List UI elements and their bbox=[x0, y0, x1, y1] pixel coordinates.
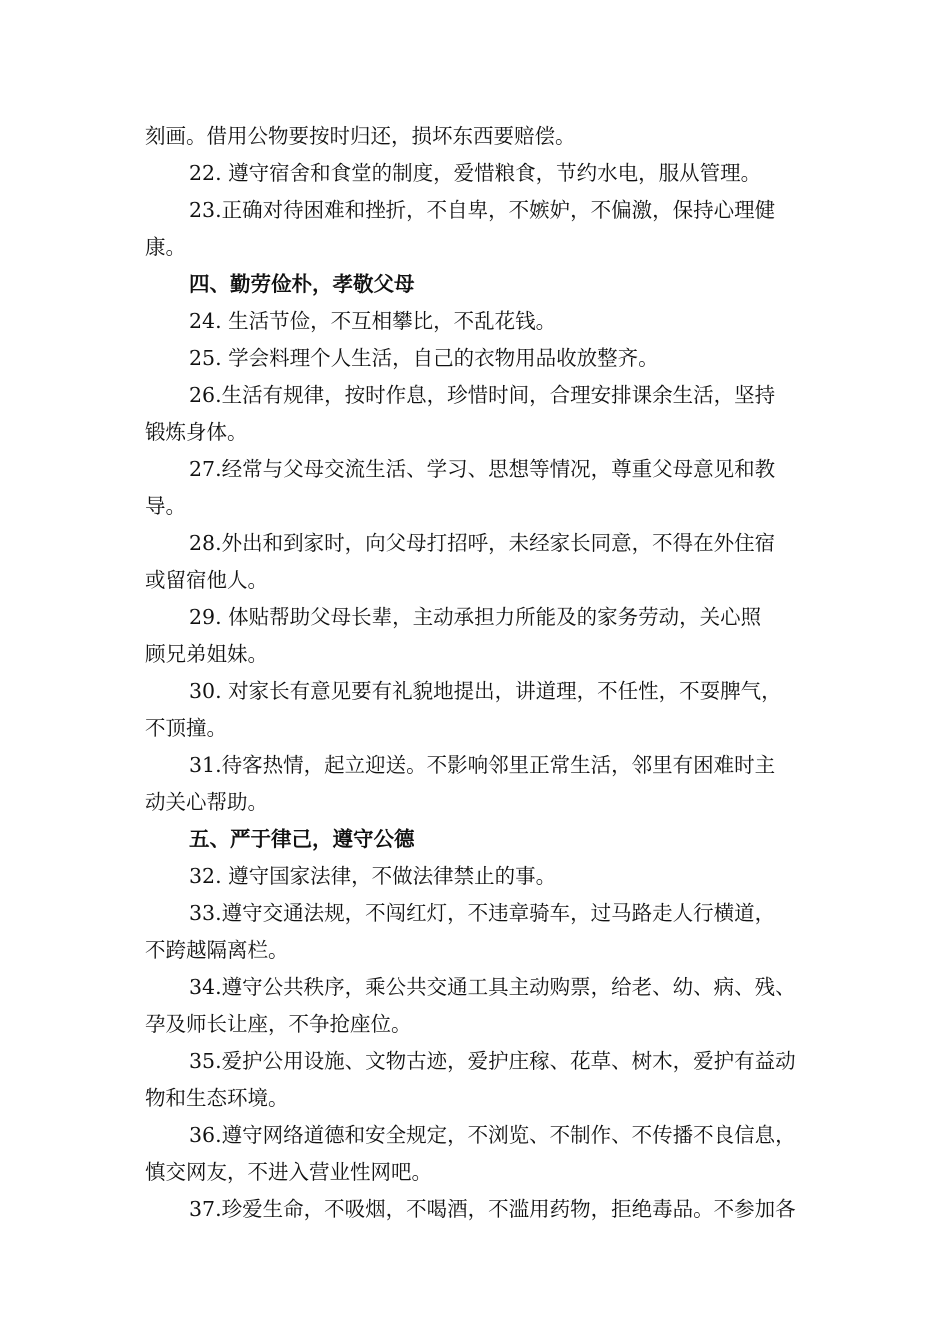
section-heading-4: 四、勤劳俭朴，孝敬父母 bbox=[189, 272, 415, 296]
rule-item-22: 22. 遵守宿舍和食堂的制度，爱惜粮食，节约水电，服从管理。 bbox=[189, 161, 762, 185]
text-line: 物和生态环境。 bbox=[145, 1086, 289, 1110]
text-line: 锻炼身体。 bbox=[145, 420, 248, 444]
rule-item-35: 35.爱护公用设施、文物古迹，爱护庄稼、花草、树木，爱护有益动 bbox=[189, 1049, 796, 1073]
text-line: 孕及师长让座，不争抢座位。 bbox=[145, 1012, 412, 1036]
rule-item-27: 27.经常与父母交流生活、学习、思想等情况，尊重父母意见和教 bbox=[189, 457, 776, 481]
text-line: 不顶撞。 bbox=[145, 716, 227, 740]
section-heading-5: 五、严于律己，遵守公德 bbox=[189, 827, 415, 851]
text-line: 导。 bbox=[145, 494, 186, 518]
rule-item-37: 37.珍爱生命，不吸烟，不喝酒，不滥用药物，拒绝毒品。不参加各 bbox=[189, 1197, 796, 1221]
rule-item-34: 34.遵守公共秩序，乘公共交通工具主动购票，给老、幼、病、残、 bbox=[189, 975, 796, 999]
rule-item-25: 25. 学会料理个人生活，自己的衣物用品收放整齐。 bbox=[189, 346, 659, 370]
rule-item-26: 26.生活有规律，按时作息，珍惜时间，合理安排课余生活，坚持 bbox=[189, 383, 776, 407]
text-line: 慎交网友，不进入营业性网吧。 bbox=[145, 1160, 432, 1184]
rule-item-36: 36.遵守网络道德和安全规定，不浏览、不制作、不传播不良信息， bbox=[189, 1123, 796, 1147]
rule-item-29: 29. 体贴帮助父母长辈，主动承担力所能及的家务劳动，关心照 bbox=[189, 605, 762, 629]
rule-item-23: 23.正确对待困难和挫折，不自卑，不嫉妒，不偏激，保持心理健 bbox=[189, 198, 776, 222]
text-line: 不跨越隔离栏。 bbox=[145, 938, 289, 962]
rule-item-24: 24. 生活节俭，不互相攀比，不乱花钱。 bbox=[189, 309, 557, 333]
rule-item-32: 32. 遵守国家法律，不做法律禁止的事。 bbox=[189, 864, 557, 888]
rule-item-33: 33.遵守交通法规，不闯红灯，不违章骑车，过马路走人行横道， bbox=[189, 901, 776, 925]
rule-item-30: 30. 对家长有意见要有礼貌地提出，讲道理，不任性，不耍脾气， bbox=[189, 679, 782, 703]
text-line: 顾兄弟姐妹。 bbox=[145, 642, 268, 666]
rule-item-31: 31.待客热情，起立迎送。不影响邻里正常生活，邻里有困难时主 bbox=[189, 753, 776, 777]
text-line: 动关心帮助。 bbox=[145, 790, 268, 814]
rule-item-28: 28.外出和到家时，向父母打招呼，未经家长同意，不得在外住宿 bbox=[189, 531, 776, 555]
text-line: 或留宿他人。 bbox=[145, 568, 268, 592]
text-line: 刻画。借用公物要按时归还，损坏东西要赔偿。 bbox=[145, 124, 576, 148]
text-line: 康。 bbox=[145, 235, 186, 259]
document-page bbox=[145, 118, 810, 1228]
